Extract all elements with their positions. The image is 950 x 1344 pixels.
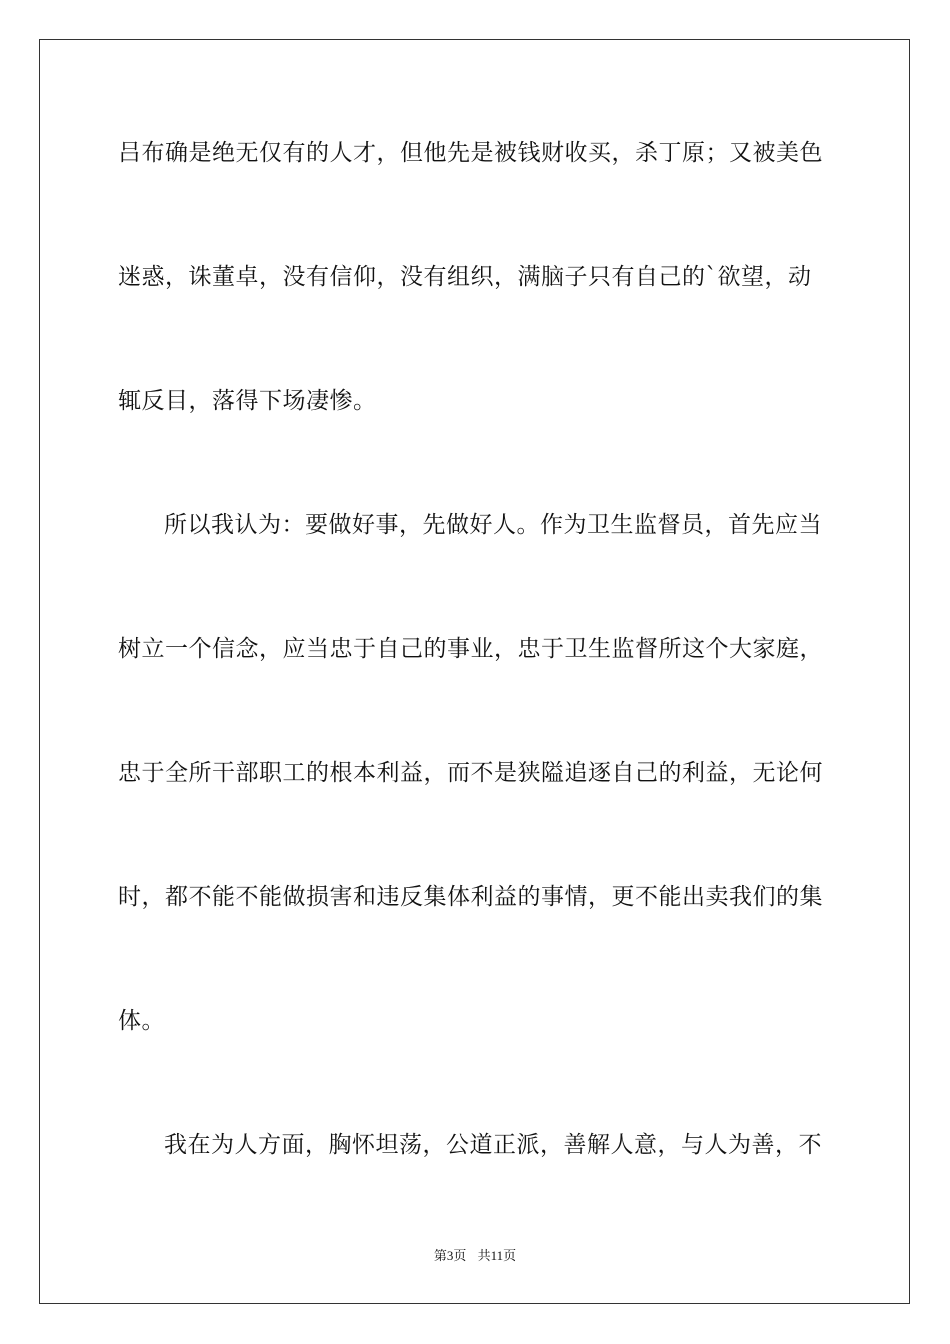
- page-border: [39, 39, 910, 1304]
- page-number: 第3页: [433, 1248, 467, 1263]
- text-line: 所以我认为：要做好事，先做好人。作为卫生监督员，首先应当: [164, 512, 822, 538]
- text-line: 体。: [118, 1008, 165, 1034]
- text-line: 树立一个信念，应当忠于自己的事业，忠于卫生监督所这个大家庭，: [118, 636, 823, 662]
- page-footer: [0, 1247, 950, 1265]
- text-line: 忠于全所干部职工的根本利益，而不是狭隘追逐自己的利益，无论何: [118, 760, 823, 786]
- text-line: 我在为人方面，胸怀坦荡，公道正派，善解人意，与人为善，不: [164, 1132, 822, 1158]
- text-line: 迷惑，诛董卓，没有信仰，没有组织，满脑子只有自己的`欲望，动: [118, 264, 812, 290]
- text-line: 辄反目，落得下场凄惨。: [118, 388, 377, 414]
- text-line: 时，都不能不能做损害和违反集体利益的事情，更不能出卖我们的集: [118, 884, 823, 910]
- page-total: 共11页: [477, 1248, 517, 1263]
- text-line: 吕布确是绝无仅有的人才，但他先是被钱财收买，杀丁原；又被美色: [118, 140, 823, 166]
